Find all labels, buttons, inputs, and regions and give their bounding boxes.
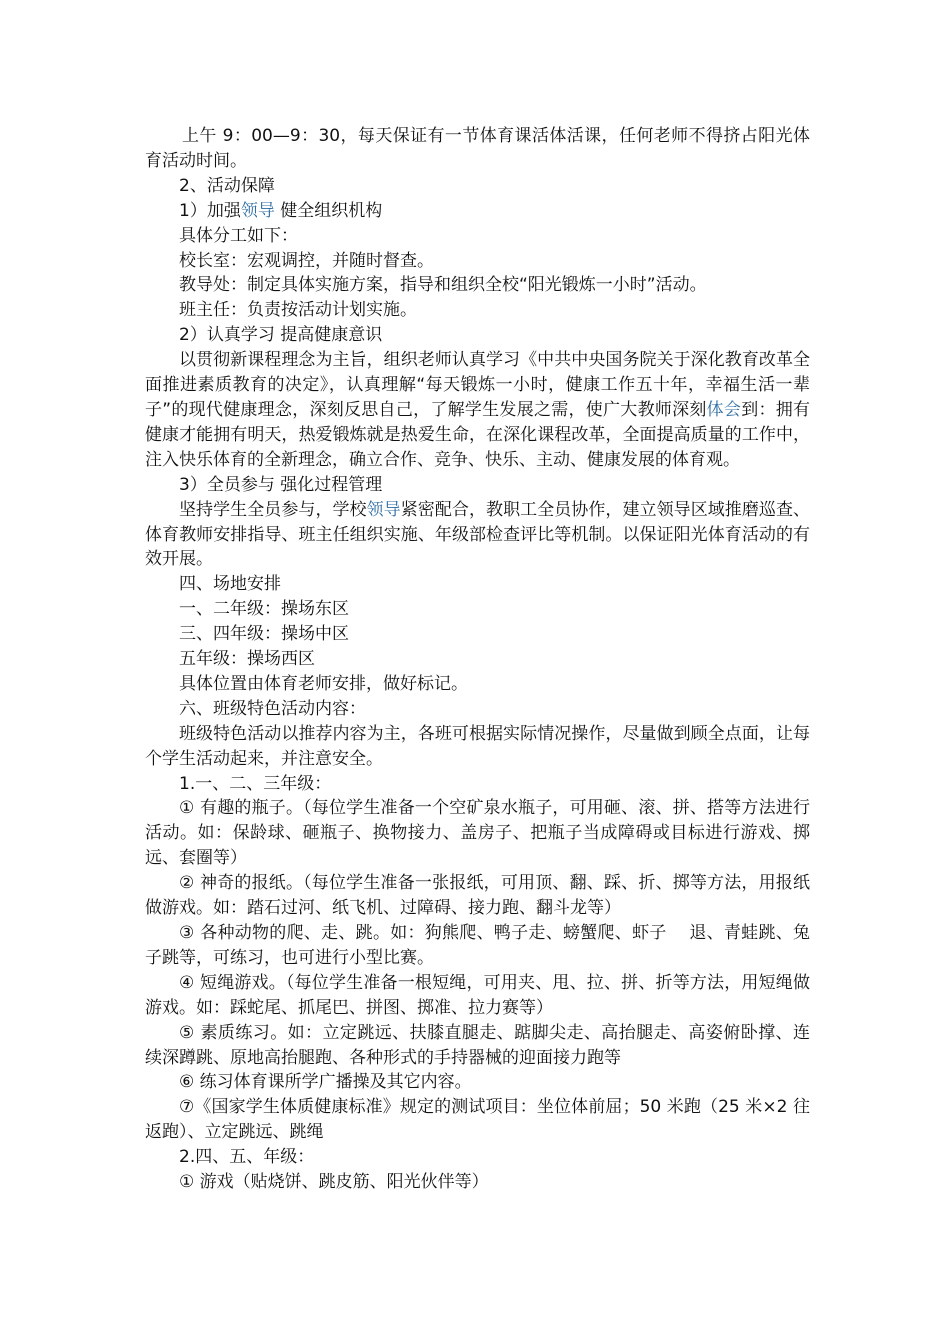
paragraph-p3 (145, 199, 810, 224)
paragraph-p5: 校长室：宏观调控，并随时督查。 (179, 250, 434, 271)
paragraph-p15: 五年级：操场西区 (179, 649, 315, 670)
paragraph-p21: ② 神奇的报纸。（每位学生准备一张报纸，可用顶、翻、踩、折、掷等方法，用报纸做游戏。如：踏石过河、纸飞机、过障碍、接力跑、翻斗龙等） (145, 873, 810, 919)
paragraph-text: 以贯彻新课程理念为主旨，组织老师认真学习《中共中央国务院关于深化教育改革全面推进素质教育的决定》，认真理解“每天锻炼一小时，健康工作五十年，幸福生活一辈子”的现代健康理念，深刻反思自己，了解学生发展之需，使广大教师深刻 (145, 350, 810, 420)
paragraph-p14: 三、四年级：操场中区 (179, 624, 349, 645)
paragraph-p22: ③ 各种动物的爬、走、跳。如：狗熊爬、鸭子走、螃蟹爬、虾子 退、青蛙跳、兔子跳等，可练习，也可进行小型比赛。 (145, 923, 810, 968)
document-body (145, 124, 810, 1195)
inline-link[interactable]: 领导 (366, 499, 401, 520)
paragraph-p26: ⑦《国家学生体质健康标准》规定的测试项目：坐位体前屈；50 米跑（25 米×2 往返跑）、立定跳远、跳绳 (145, 1097, 810, 1143)
paragraph-p6: 教导处：制定具体实施方案，指导和组织全校“阳光锻炼一小时”活动。 (179, 275, 707, 296)
paragraph-p4: 具体分工如下： (179, 225, 298, 246)
paragraph-p16: 具体位置由体育老师安排，做好标记。 (179, 673, 468, 694)
paragraph-p1: 上午 9：00—9：30，每天保证有一节体育课活体活课，任何老师不得挤占阳光体育活动时间。 (145, 126, 810, 171)
paragraph-p23: ④ 短绳游戏。（每位学生准备一根短绳，可用夹、甩、拉、拼、折等方法，用短绳做游戏。如：踩蛇尾、抓尾巴、拼图、掷准、拉力赛等） (145, 972, 810, 1018)
paragraph-p8: 2）认真学习 提高健康意识 (179, 325, 383, 346)
paragraph-p12: 四、场地安排 (179, 574, 281, 595)
paragraph-p2: 2、活动保障 (179, 175, 275, 196)
paragraph-p25: ⑥ 练习体育课所学广播操及其它内容。 (179, 1072, 472, 1093)
inline-link[interactable]: 领导 (240, 200, 275, 221)
paragraph-p27: 2.四、五、年级： (179, 1147, 315, 1168)
paragraph-text: 健全组织机构 (274, 200, 383, 221)
paragraph-text: 1）加强 (179, 200, 241, 221)
paragraph-p9 (145, 348, 810, 473)
paragraph-text: 坚持学生全员参与，学校 (179, 499, 367, 520)
paragraph-p10: 3）全员参与 强化过程管理 (179, 474, 383, 495)
paragraph-p13: 一、二年级：操场东区 (179, 599, 349, 620)
paragraph-p11 (145, 498, 810, 573)
paragraph-p18: 班级特色活动以推荐内容为主，各班可根据实际情况操作，尽量做到顾全点面，让每个学生活动起来，并注意安全。 (145, 723, 810, 769)
paragraph-p17: 六、班级特色活动内容： (179, 698, 366, 719)
paragraph-text: 紧密配合，教职工全员协作，建立领导区域推磨巡查、体育教师安排指导、班主任组织实施、年级部检查评比等机制。以保证阳光体育活动的有效开展。 (145, 499, 811, 570)
paragraph-p7: 班主任：负责按活动计划实施。 (179, 300, 417, 321)
paragraph-p19: 1.一、二、三年级： (179, 773, 332, 794)
paragraph-p28: ① 游戏（贴烧饼、跳皮筋、阳光伙伴等） (179, 1172, 489, 1193)
paragraph-p24: ⑤ 素质练习。如：立定跳远、扶膝直腿走、踮脚尖走、高抬腿走、高姿俯卧撑、连续深蹲跳、原地高抬腿跑、各种形式的手持器械的迎面接力跑等 (145, 1022, 810, 1068)
paragraph-text: 到：拥有健康才能拥有明天，热爱锻炼就是热爱生命，在深化课程改革，全面提高质量的工作中，注入快乐体育的全新理念，确立合作、竞争、快乐、主动、健康发展的体育观。 (145, 399, 811, 470)
inline-link[interactable]: 体会 (706, 399, 742, 420)
paragraph-p20: ① 有趣的瓶子。（每位学生准备一个空矿泉水瓶子，可用砸、滚、拼、搭等方法进行活动。如：保龄球、砸瓶子、换物接力、盖房子、把瓶子当成障碍或目标进行游戏、掷远、套圈等） (145, 798, 810, 869)
